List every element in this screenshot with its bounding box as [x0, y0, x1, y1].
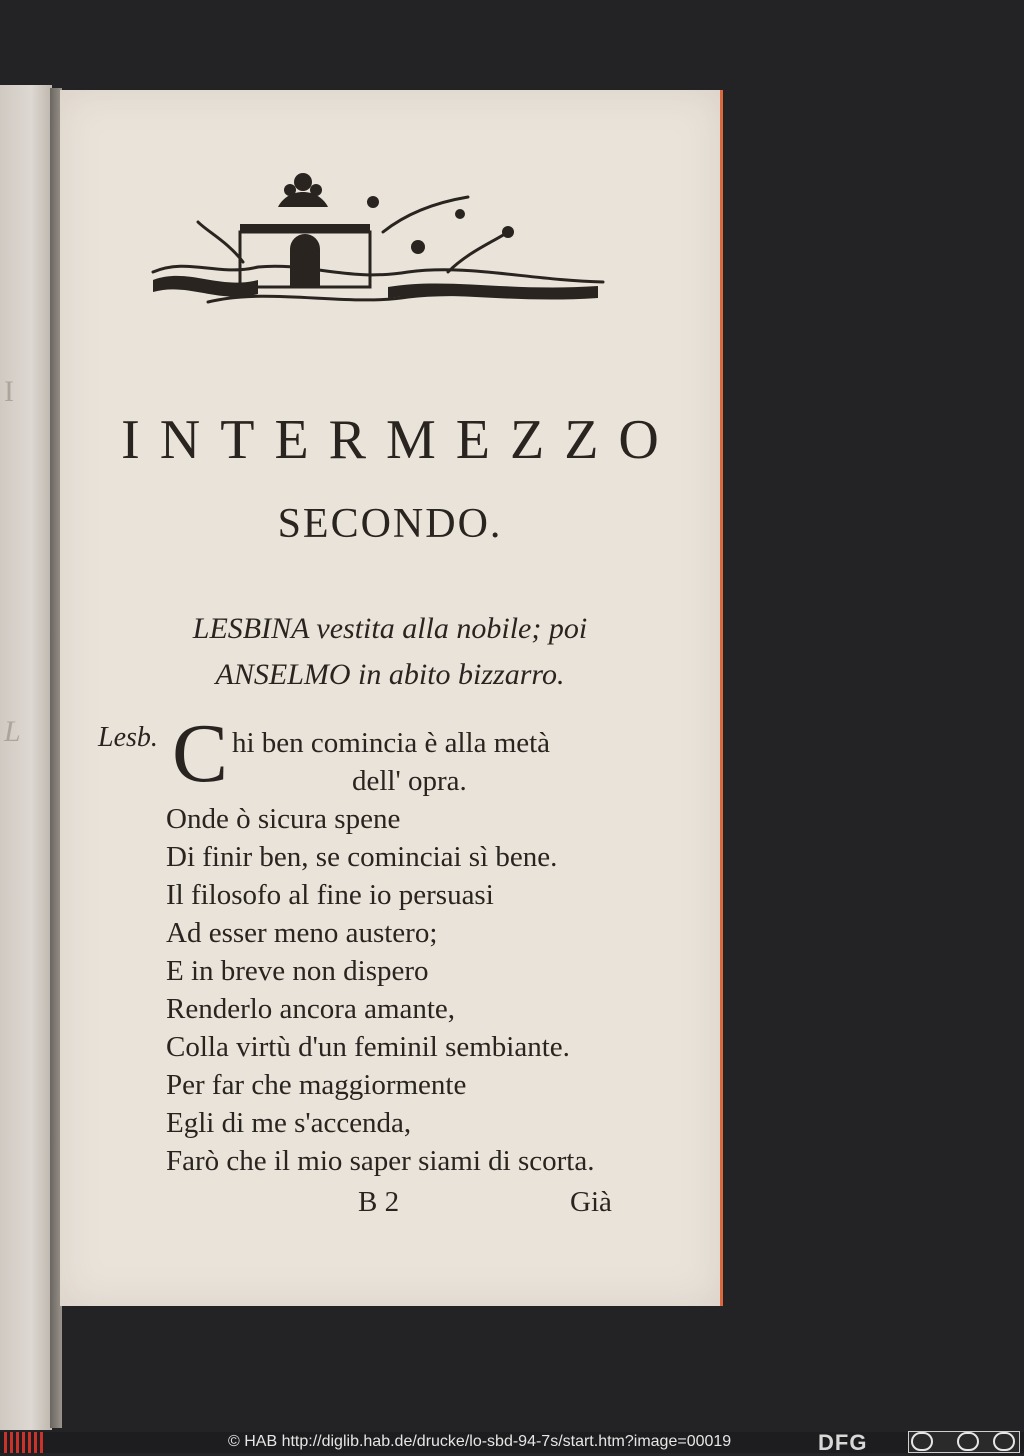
dfg-logo: DFG	[818, 1430, 868, 1455]
cast-line: LESBINA vestita alla nobile; poi	[192, 612, 588, 645]
verse-line: Di finir ben, se cominciai sì bene.	[166, 841, 558, 873]
verse-line: Colla virtù d'un feminil sembiante.	[166, 1031, 570, 1063]
verse-line: Onde ò sicura spene	[166, 803, 401, 835]
footer-credit[interactable]: © HAB http://diglib.hab.de/drucke/lo-sbd-94-7s/start.htm?image=00019	[228, 1433, 732, 1450]
library-barcode-icon	[4, 1432, 44, 1453]
drop-cap: C	[172, 707, 229, 800]
verse-line: Farò che il mio saper siami di scorta.	[166, 1145, 595, 1177]
signature-mark: B 2	[358, 1186, 400, 1218]
verse-line: hi ben comincia è alla metà	[232, 727, 551, 759]
speaker-label: Lesb.	[98, 722, 158, 753]
verse-line: Ad esser meno austero;	[166, 917, 438, 949]
left-page-ghost-mark: I	[4, 375, 14, 408]
left-page-edge	[0, 85, 52, 1430]
verse-line: Il filosofo al fine io persuasi	[166, 879, 494, 911]
cc-by-icon	[957, 1432, 979, 1451]
page-title: INTERMEZZO	[121, 409, 679, 471]
book-page	[60, 90, 723, 1306]
verse-line: Per far che maggiormente	[166, 1069, 467, 1101]
cc-license-badge[interactable]	[908, 1431, 1020, 1453]
verse-line: dell' opra.	[352, 765, 467, 797]
verse-line: Renderlo ancora amante,	[166, 993, 456, 1025]
cc-sa-icon	[993, 1432, 1015, 1451]
cast-line: ANSELMO in abito bizzarro.	[215, 658, 565, 691]
verse-line: Egli di me s'accenda,	[166, 1107, 412, 1139]
page-subtitle: SECONDO.	[277, 501, 503, 547]
cc-icon	[911, 1432, 933, 1451]
left-page-ghost-mark: L	[4, 715, 21, 748]
catchword: Già	[570, 1186, 612, 1218]
ornament-vignette-icon	[148, 162, 608, 332]
verse-line: E in breve non dispero	[166, 955, 429, 987]
